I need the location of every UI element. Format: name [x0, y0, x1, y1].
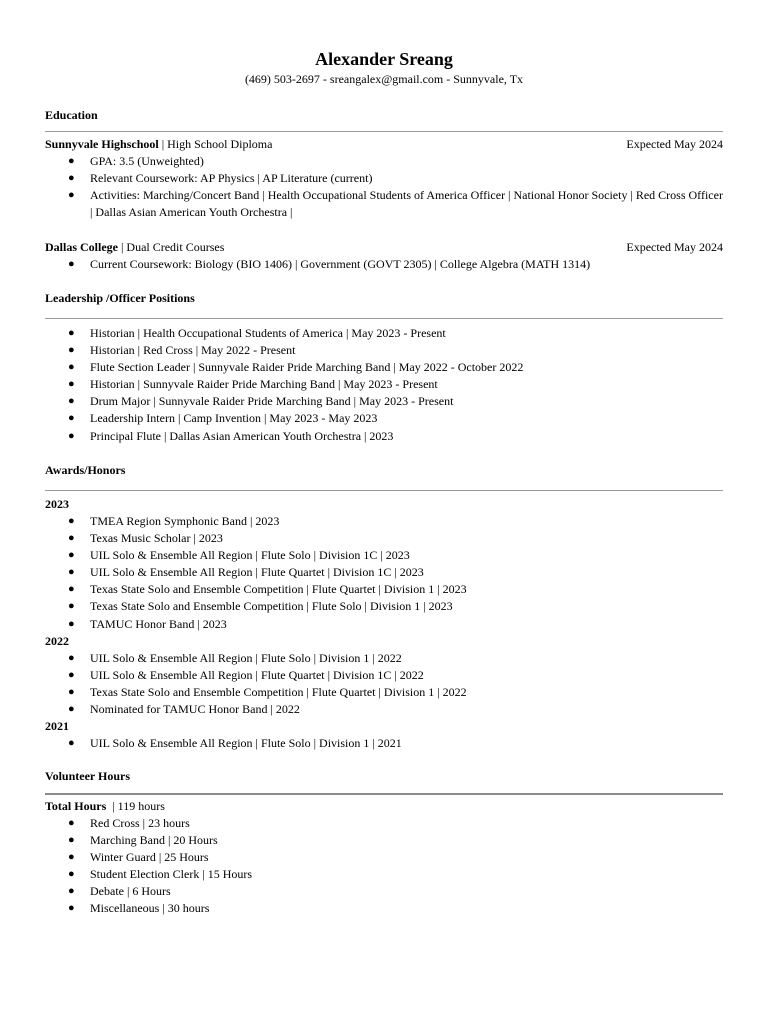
- bullet-icon: ●: [68, 617, 75, 630]
- awards-year-group-2023: [45, 496, 723, 752]
- bullet-icon: ●: [68, 885, 75, 898]
- list-item: ● UIL Solo & Ensemble All Region | Flute Solo | Division 1 | 2022: [45, 650, 723, 667]
- award-bullets: [45, 513, 723, 633]
- awards-section: [45, 462, 723, 478]
- bullet-icon: ●: [68, 737, 75, 750]
- education-section: [45, 107, 723, 123]
- leadership-section: [45, 290, 723, 306]
- list-item: ● Miscellaneous | 30 hours: [45, 900, 723, 917]
- section-title-leadership: Leadership /Officer Positions: [45, 291, 195, 305]
- list-item: ● Activities: Marching/Concert Band | Health Occupational Students of America Officer | National Honor Society | Red Cross Officer | Dallas Asian American Youth Orchestra |: [68, 188, 723, 220]
- contact-line: (469) 503-2697 - sreangalex@gmail.com - Sunnyvale, Tx: [244, 72, 524, 86]
- volunteer-divider: [45, 793, 723, 795]
- list-item: ● TMEA Region Symphonic Band | 2023: [45, 513, 723, 530]
- list-item: ● UIL Solo & Ensemble All Region | Flute Solo | Division 1 | 2021: [45, 735, 723, 752]
- school-date: Expected May 2024: [626, 240, 723, 254]
- bullet-icon: ●: [68, 549, 75, 562]
- list-item: ● Historian | Health Occupational Students of America | May 2023 - Present: [45, 325, 723, 342]
- awards-divider: [45, 490, 723, 491]
- bullet-icon: ●: [68, 566, 75, 579]
- bullet-icon: ●: [68, 327, 75, 339]
- award-year: 2022: [45, 633, 69, 648]
- bullet-icon: ●: [68, 412, 75, 425]
- bullet-icon: ●: [68, 258, 75, 270]
- candidate-name: Alexander Sreang: [315, 49, 453, 69]
- bullet-icon: ●: [68, 378, 75, 391]
- bullet-icon: ●: [68, 651, 75, 664]
- list-item: ● Relevant Coursework: AP Physics | AP Literature (current): [45, 170, 723, 187]
- section-title-volunteer: Volunteer Hours: [45, 769, 131, 783]
- bullet-icon: ●: [68, 685, 75, 698]
- leadership-divider: [45, 318, 723, 319]
- bullet-icon: ●: [68, 868, 75, 881]
- bullet-icon: ●: [68, 702, 75, 715]
- school-entry-1: [45, 239, 723, 273]
- bullet-icon: ●: [68, 361, 75, 374]
- list-item: ● Texas Music Scholar | 2023: [45, 530, 723, 547]
- bullet-icon: ●: [68, 515, 75, 527]
- resume-header: [0, 0, 768, 88]
- bullet-icon: ●: [68, 583, 75, 596]
- bullet-icon: ●: [68, 395, 75, 408]
- award-year: 2023: [45, 497, 69, 511]
- bullet-icon: ●: [68, 902, 75, 915]
- total-hours-value: | 119 hours: [106, 799, 165, 813]
- school-entry-0: [45, 136, 723, 221]
- bullet-icon: ●: [68, 600, 75, 613]
- school-detail: | High School Diploma: [158, 137, 273, 151]
- total-hours-label: Total Hours: [45, 799, 107, 813]
- list-item: ● Red Cross | 23 hours: [45, 815, 723, 832]
- section-title-awards: Awards/Honors: [45, 463, 126, 477]
- bullet-icon: ●: [68, 668, 75, 681]
- volunteer-bullets: [45, 815, 723, 918]
- bullet-icon: ●: [68, 817, 75, 829]
- school-date: Expected May 2024: [626, 137, 723, 151]
- list-item: ● Historian | Sunnyvale Raider Pride Marching Band | May 2023 - Present: [45, 376, 723, 393]
- bullet-icon: ●: [68, 189, 75, 202]
- school-heading: [45, 239, 723, 256]
- school-name: Sunnyvale Highschool: [45, 137, 159, 151]
- award-bullets: [45, 650, 723, 718]
- school-bullets: [45, 153, 723, 221]
- bullet-icon: ●: [68, 429, 75, 442]
- list-item: ● Student Election Clerk | 15 Hours: [45, 866, 723, 883]
- list-item: ● TAMUC Honor Band | 2023: [45, 616, 723, 633]
- bullet-icon: ●: [68, 155, 75, 167]
- education-divider: [45, 131, 723, 132]
- volunteer-total: [45, 798, 723, 815]
- list-item: ● Debate | 6 Hours: [45, 883, 723, 900]
- list-item: ● UIL Solo & Ensemble All Region | Flute Quartet | Division 1C | 2022: [45, 667, 723, 684]
- award-year: 2021: [45, 719, 69, 734]
- volunteer-entry: [45, 798, 723, 918]
- bullet-icon: ●: [68, 532, 75, 545]
- school-name: Dallas College: [45, 240, 118, 254]
- bullet-icon: ●: [68, 851, 75, 864]
- list-item: ● Drum Major | Sunnyvale Raider Pride Marching Band | May 2023 - Present: [45, 393, 723, 410]
- bullet-icon: ●: [68, 344, 75, 357]
- list-item: ● Texas State Solo and Ensemble Competition | Flute Quartet | Division 1 | 2023: [45, 581, 723, 598]
- list-item: ● Flute Section Leader | Sunnyvale Raider Pride Marching Band | May 2022 - October 2022: [45, 359, 723, 376]
- school-heading: [45, 136, 723, 153]
- bullet-icon: ●: [68, 172, 75, 185]
- list-item: ● UIL Solo & Ensemble All Region | Flute Quartet | Division 1C | 2023: [45, 564, 723, 581]
- school-bullets: [45, 256, 723, 273]
- list-item: ● Principal Flute | Dallas Asian American Youth Orchestra | 2023: [45, 428, 723, 445]
- leadership-bullets: [45, 325, 723, 445]
- list-item: ● UIL Solo & Ensemble All Region | Flute Solo | Division 1C | 2023: [45, 547, 723, 564]
- list-item: ● Marching Band | 20 Hours: [45, 832, 723, 849]
- section-title-education: Education: [45, 108, 98, 122]
- list-item: ● Leadership Intern | Camp Invention | May 2023 - May 2023: [45, 410, 723, 427]
- list-item: ● Historian | Red Cross | May 2022 - Present: [45, 342, 723, 359]
- list-item: ● Current Coursework: Biology (BIO 1406) | Government (GOVT 2305) | College Algebra (MATH 1314): [45, 256, 723, 273]
- list-item: ● Texas State Solo and Ensemble Competition | Flute Quartet | Division 1 | 2022: [45, 684, 723, 701]
- list-item: ● Nominated for TAMUC Honor Band | 2022: [45, 701, 723, 718]
- list-item: ● Winter Guard | 25 Hours: [45, 849, 723, 866]
- list-item: ● Texas State Solo and Ensemble Competition | Flute Solo | Division 1 | 2023: [45, 598, 723, 615]
- list-item: ● GPA: 3.5 (Unweighted): [45, 153, 723, 170]
- bullet-icon: ●: [68, 834, 75, 847]
- award-bullets: [45, 735, 723, 752]
- volunteer-section: [45, 768, 723, 784]
- school-detail: | Dual Credit Courses: [118, 240, 225, 254]
